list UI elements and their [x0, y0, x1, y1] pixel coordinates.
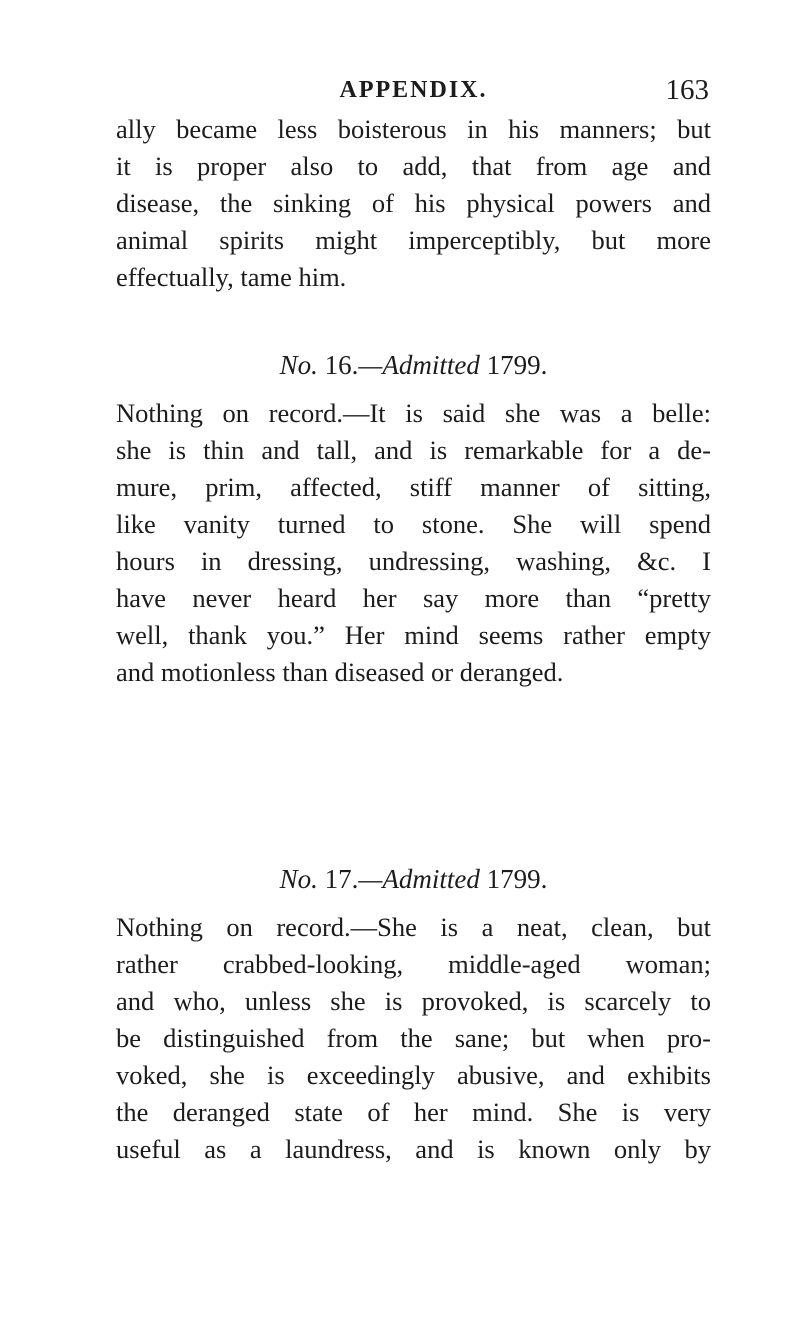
text-line: and motionless than diseased or deranged. — [116, 657, 564, 687]
entry-number: 16. — [324, 350, 359, 380]
text-line: hours in dressing, undressing, washing, &c. I — [116, 546, 711, 576]
text-line: have never heard her say more than “pretty — [116, 583, 711, 613]
entry-heading-16 — [116, 346, 711, 384]
text-line: mure, prim, affected, stiff manner of sitting, — [116, 472, 711, 502]
continuation-paragraph — [116, 111, 711, 296]
text-line: she is thin and tall, and is remarkable for a de- — [116, 435, 711, 465]
entry-heading-17 — [116, 860, 711, 898]
text-line: Nothing on record.—She is a neat, clean, but — [116, 912, 711, 942]
text-line: it is proper also to add, that from age and — [116, 151, 711, 181]
text-line: Nothing on record.—It is said she was a belle: — [116, 398, 711, 428]
page-number: 163 — [665, 74, 709, 106]
text-line: useful as a laundress, and is known only by — [116, 1134, 711, 1164]
entry-number: 17. — [324, 864, 359, 894]
text-line: be distinguished from the sane; but when pro- — [116, 1023, 711, 1053]
entry-label: No. — [279, 864, 318, 894]
entry-year: 1799. — [486, 350, 548, 380]
text-line: voked, she is exceedingly abusive, and exhibits — [116, 1060, 711, 1090]
text-line: like vanity turned to stone. She will spend — [116, 509, 711, 539]
entry-17-paragraph — [116, 909, 711, 1168]
text-line: animal spirits might imperceptibly, but more — [116, 225, 711, 255]
text-line: well, thank you.” Her mind seems rather empty — [116, 620, 711, 650]
text-line: rather crabbed-looking, middle-aged woman; — [116, 949, 711, 979]
running-head — [116, 72, 711, 108]
text-line: and who, unless she is provoked, is scarcely to — [116, 986, 711, 1016]
text-line: ally became less boisterous in his manners; but — [116, 114, 711, 144]
text-line: disease, the sinking of his physical powers and — [116, 188, 711, 218]
running-title: APPENDIX. — [339, 77, 488, 103]
entry-year: 1799. — [486, 864, 548, 894]
entry-16-paragraph — [116, 395, 711, 691]
entry-admitted: —Admitted — [358, 350, 480, 380]
text-line: the deranged state of her mind. She is very — [116, 1097, 711, 1127]
text-line: effectually, tame him. — [116, 262, 347, 292]
entry-admitted: —Admitted — [358, 864, 480, 894]
entry-label: No. — [279, 350, 318, 380]
